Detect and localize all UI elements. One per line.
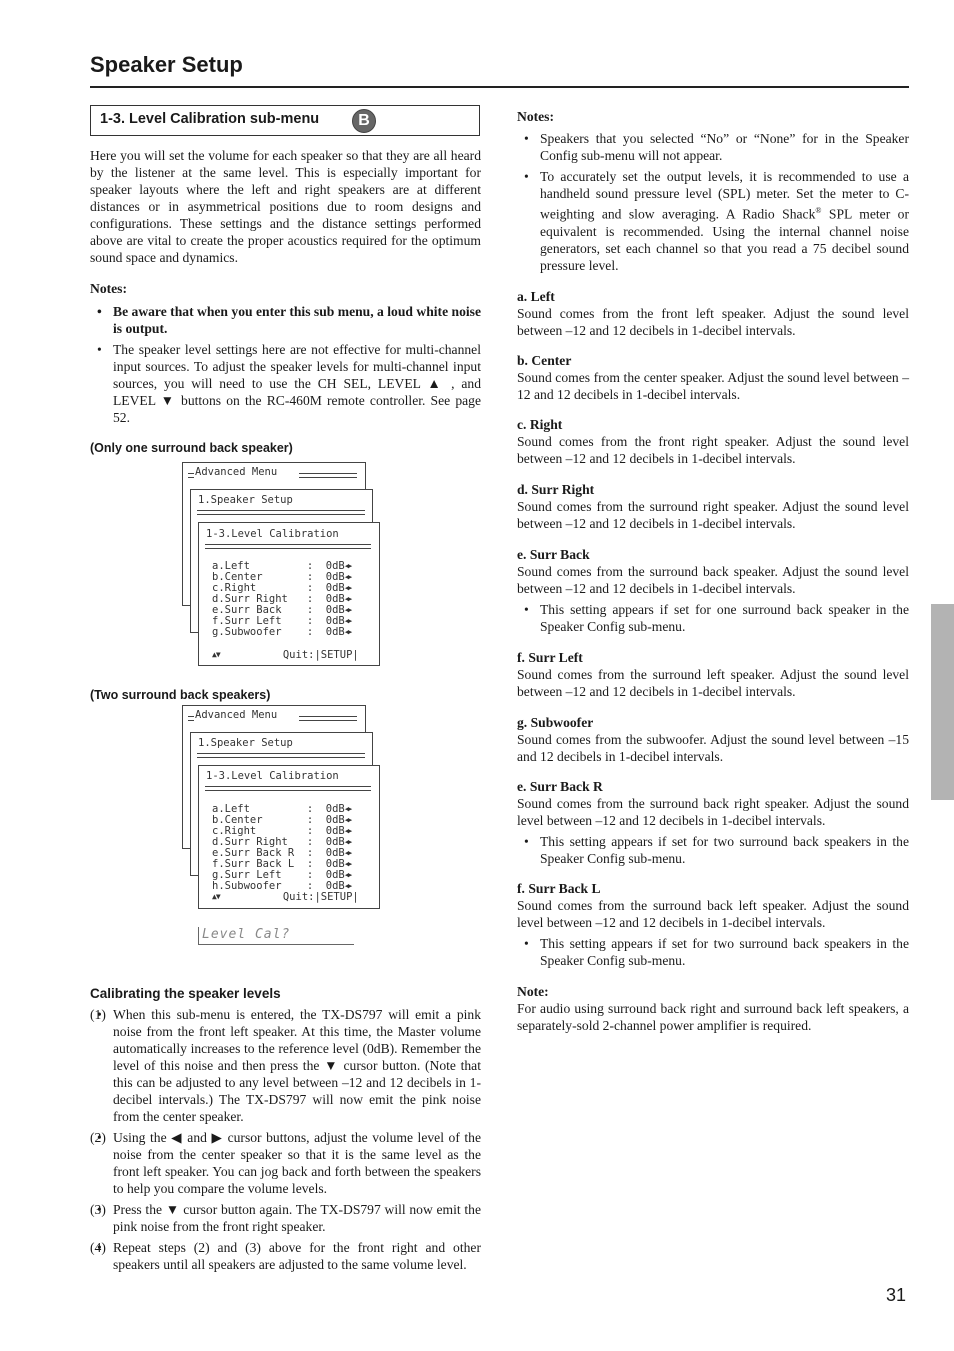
- osd-menu-level: 1-3.Level Calibration: [206, 770, 339, 782]
- osd-row: b.Center : 0dB◀▶: [212, 814, 352, 826]
- left-right-arrows-icon: ◀▶: [344, 849, 352, 857]
- step-item: • (4) Repeat steps (2) and (3) above for the front right and other speakers until all speakers are adjusted to the same volume level.: [90, 1239, 481, 1273]
- left-notes-heading: Notes:: [90, 281, 127, 296]
- screen1-caption: (Only one surround back speaker): [90, 441, 293, 455]
- final-note-text: For audio using surround back right and surround back left speakers, a separately-sold 2-channel power amplifier is required.: [517, 1000, 909, 1033]
- left-right-arrows-icon: ◀▶: [344, 628, 352, 636]
- osd-frame-level: [198, 765, 380, 909]
- left-right-arrows-icon: ◀▶: [344, 882, 352, 890]
- setting-title: d. Surr Right: [517, 481, 595, 497]
- osd-row: a.Left : 0dB◀▶: [212, 803, 352, 815]
- setting-block: [517, 481, 909, 532]
- setting-text: Sound comes from the center speaker. Adjust the sound level between –12 and 12 decibels in 1-decibel intervals.: [517, 369, 909, 402]
- osd-rows: [212, 804, 351, 892]
- setting-title: g. Subwoofer: [517, 714, 594, 730]
- osd-menu-speaker: 1.Speaker Setup: [198, 494, 293, 506]
- side-tab: [931, 604, 954, 800]
- setting-block: [517, 288, 909, 339]
- section-heading: 1-3. Level Calibration sub-menu: [100, 111, 320, 127]
- setting-text: Sound comes from the surround back left speaker. Adjust the sound level between –12 and 12 decibels in 1-decibel intervals.: [517, 897, 909, 930]
- right-note-item: • Speakers that you selected “No” or “None” for in the Speaker Config sub-menu will not appear.: [517, 130, 909, 164]
- setting-text: Sound comes from the surround back right speaker. Adjust the sound level between –12 and 12 decibels in 1-decibel intervals.: [517, 795, 909, 828]
- setting-title: c. Right: [517, 416, 563, 432]
- b-badge-icon: B: [352, 109, 376, 133]
- setting-block: [517, 778, 909, 867]
- step-item: • (3) Press the ▼ cursor button again. The TX-DS797 will now emit the pink noise from the front right speaker.: [90, 1201, 481, 1235]
- calibrating-steps: [90, 1006, 481, 1273]
- right-notes-list: [517, 130, 909, 274]
- setting-note: • This setting appears if set for one surround back speaker in the Speaker Config sub-menu.: [517, 601, 909, 635]
- final-note-block: [517, 983, 909, 1034]
- left-note-item: • Be aware that when you enter this sub menu, a loud white noise is output.: [90, 303, 481, 337]
- setting-text: Sound comes from the surround left speaker. Adjust the sound level between –12 and 12 decibels in 1-decibel intervals.: [517, 666, 909, 699]
- osd-row: e.Surr Back : 0dB◀▶: [212, 604, 352, 616]
- setting-note: • This setting appears if set for two surround back speakers in the Speaker Config sub-menu.: [517, 833, 909, 867]
- right-note-item: • To accurately set the output levels, it is recommended to use a handheld sound pressure level (SPL) meter. Set the meter to C-weighting and slow averaging. A Radio Shack® SPL meter or equivalent is recommended. Using the internal channel noise generators, set each channel so that you read a 75 decibel sound pressure level.: [517, 168, 909, 274]
- osd-row: g.Surr Left : 0dB◀▶: [212, 869, 352, 881]
- osd-rows: [212, 561, 351, 638]
- osd-row: d.Surr Right : 0dB◀▶: [212, 593, 352, 605]
- setting-block: [517, 880, 909, 969]
- left-right-arrows-icon: ◀▶: [344, 617, 352, 625]
- setting-title: e. Surr Back R: [517, 778, 603, 794]
- setting-title: e. Surr Back: [517, 546, 590, 562]
- up-down-arrows-icon: ▲▼: [212, 650, 220, 659]
- left-right-arrows-icon: ◀▶: [344, 562, 352, 570]
- right-column: [517, 108, 909, 1034]
- intro-paragraph: Here you will set the volume for each speaker so that they are all heard by the listener at the same level. This is especially important for speaker layouts where the left and right speakers are at different distances or in asymmetrical positions due to room designs and configurations. These settings and the distance settings performed above are vital to create the proper acoustics required for the optimum sound space and dynamics.: [90, 148, 481, 265]
- final-note-heading: Note:: [517, 983, 549, 999]
- step-item: • (2) Using the ◀ and ▶ cursor buttons, adjust the volume level of the noise from the center speaker so that it is the same level as the front left speaker. You can jog back and forth between the speakers to help you compare the volume levels.: [90, 1129, 481, 1197]
- setting-block: [517, 714, 909, 765]
- setting-block: [517, 649, 909, 700]
- setting-text: Sound comes from the surround right speaker. Adjust the sound level between –12 and 12 decibels in 1-decibel intervals.: [517, 498, 909, 531]
- up-down-arrows-icon: ▲▼: [212, 892, 220, 901]
- osd-row: f.Surr Left : 0dB◀▶: [212, 615, 352, 627]
- left-right-arrows-icon: ◀▶: [344, 573, 352, 581]
- setting-text: Sound comes from the surround back speaker. Adjust the sound level between –12 and 12 decibels in 1-decibel intervals.: [517, 563, 909, 596]
- screen2-caption: (Two surround back speakers): [90, 688, 271, 702]
- osd-row: d.Surr Right : 0dB◀▶: [212, 836, 352, 848]
- setting-block: [517, 546, 909, 635]
- left-right-arrows-icon: ◀▶: [344, 827, 352, 835]
- setting-text: Sound comes from the subwoofer. Adjust the sound level between –15 and 12 decibels in 1-decibel intervals.: [517, 731, 909, 764]
- left-right-arrows-icon: ◀▶: [344, 584, 352, 592]
- left-right-arrows-icon: ◀▶: [344, 838, 352, 846]
- left-right-arrows-icon: ◀▶: [344, 595, 352, 603]
- osd-row: h.Subwoofer : 0dB◀▶: [212, 880, 352, 892]
- front-panel-display: Level Cal?: [198, 927, 354, 945]
- osd-footer: ▲▼ Quit:|SETUP|: [212, 649, 359, 661]
- osd-menu-advanced: Advanced Menu: [195, 709, 278, 721]
- osd-menu-level: 1-3.Level Calibration: [206, 528, 339, 540]
- left-right-arrows-icon: ◀▶: [344, 805, 352, 813]
- left-column: [90, 147, 481, 426]
- setting-block: [517, 352, 909, 403]
- setting-title: f. Surr Left: [517, 649, 583, 665]
- osd-menu-speaker: 1.Speaker Setup: [198, 737, 293, 749]
- left-note-item: • The speaker level settings here are not effective for multi-channel input sources. To adjust the speaker levels for multi-channel input sources, you will need to use the CH SEL, LEVEL ▲ , and LEVEL ▼ buttons on the RC-460M remote controller. See page 52.: [90, 341, 481, 426]
- osd-row: c.Right : 0dB◀▶: [212, 582, 352, 594]
- section-heading-box: [90, 105, 480, 136]
- osd-row: b.Center : 0dB◀▶: [212, 571, 352, 583]
- page-number: 31: [886, 1285, 907, 1305]
- osd-frame-level: [198, 522, 380, 666]
- osd-row: g.Subwoofer : 0dB◀▶: [212, 626, 352, 638]
- osd-row: c.Right : 0dB◀▶: [212, 825, 352, 837]
- osd-footer: ▲▼ Quit:|SETUP|: [212, 891, 359, 903]
- right-notes-heading: Notes:: [517, 109, 554, 124]
- left-right-arrows-icon: ◀▶: [344, 606, 352, 614]
- setting-block: [517, 416, 909, 467]
- setting-text: Sound comes from the front right speaker. Adjust the sound level between –12 and 12 decibels in 1-decibel intervals.: [517, 433, 909, 466]
- calibrating-heading: Calibrating the speaker levels: [90, 986, 281, 1001]
- left-right-arrows-icon: ◀▶: [344, 860, 352, 868]
- setting-title: f. Surr Back L: [517, 880, 601, 896]
- title-rule: [90, 86, 909, 88]
- setting-note: • This setting appears if set for two surround back speakers in the Speaker Config sub-menu.: [517, 935, 909, 969]
- left-notes-list: [90, 303, 481, 426]
- left-right-arrows-icon: ◀▶: [344, 871, 352, 879]
- osd-row: e.Surr Back R : 0dB◀▶: [212, 847, 352, 859]
- setting-title: b. Center: [517, 352, 572, 368]
- osd-row: a.Left : 0dB◀▶: [212, 560, 352, 572]
- setting-title: a. Left: [517, 288, 555, 304]
- page-title: Speaker Setup: [90, 52, 243, 77]
- setting-text: Sound comes from the front left speaker. Adjust the sound level between –12 and 12 decibels in 1-decibel intervals.: [517, 305, 909, 338]
- osd-row: f.Surr Back L : 0dB◀▶: [212, 858, 352, 870]
- osd-menu-advanced: Advanced Menu: [195, 466, 278, 478]
- left-right-arrows-icon: ◀▶: [344, 816, 352, 824]
- step-item: • (1) When this sub-menu is entered, the TX-DS797 will emit a pink noise from the front left speaker. At this time, the Master volume automatically increases to the reference level (0dB). Remember the level of this noise and then press the ▼ cursor button. (Note that this can be adjusted to any level between –12 and 12 decibels in 1-decibel intervals.) The TX-DS797 will now emit the pink noise from the center speaker.: [90, 1006, 481, 1125]
